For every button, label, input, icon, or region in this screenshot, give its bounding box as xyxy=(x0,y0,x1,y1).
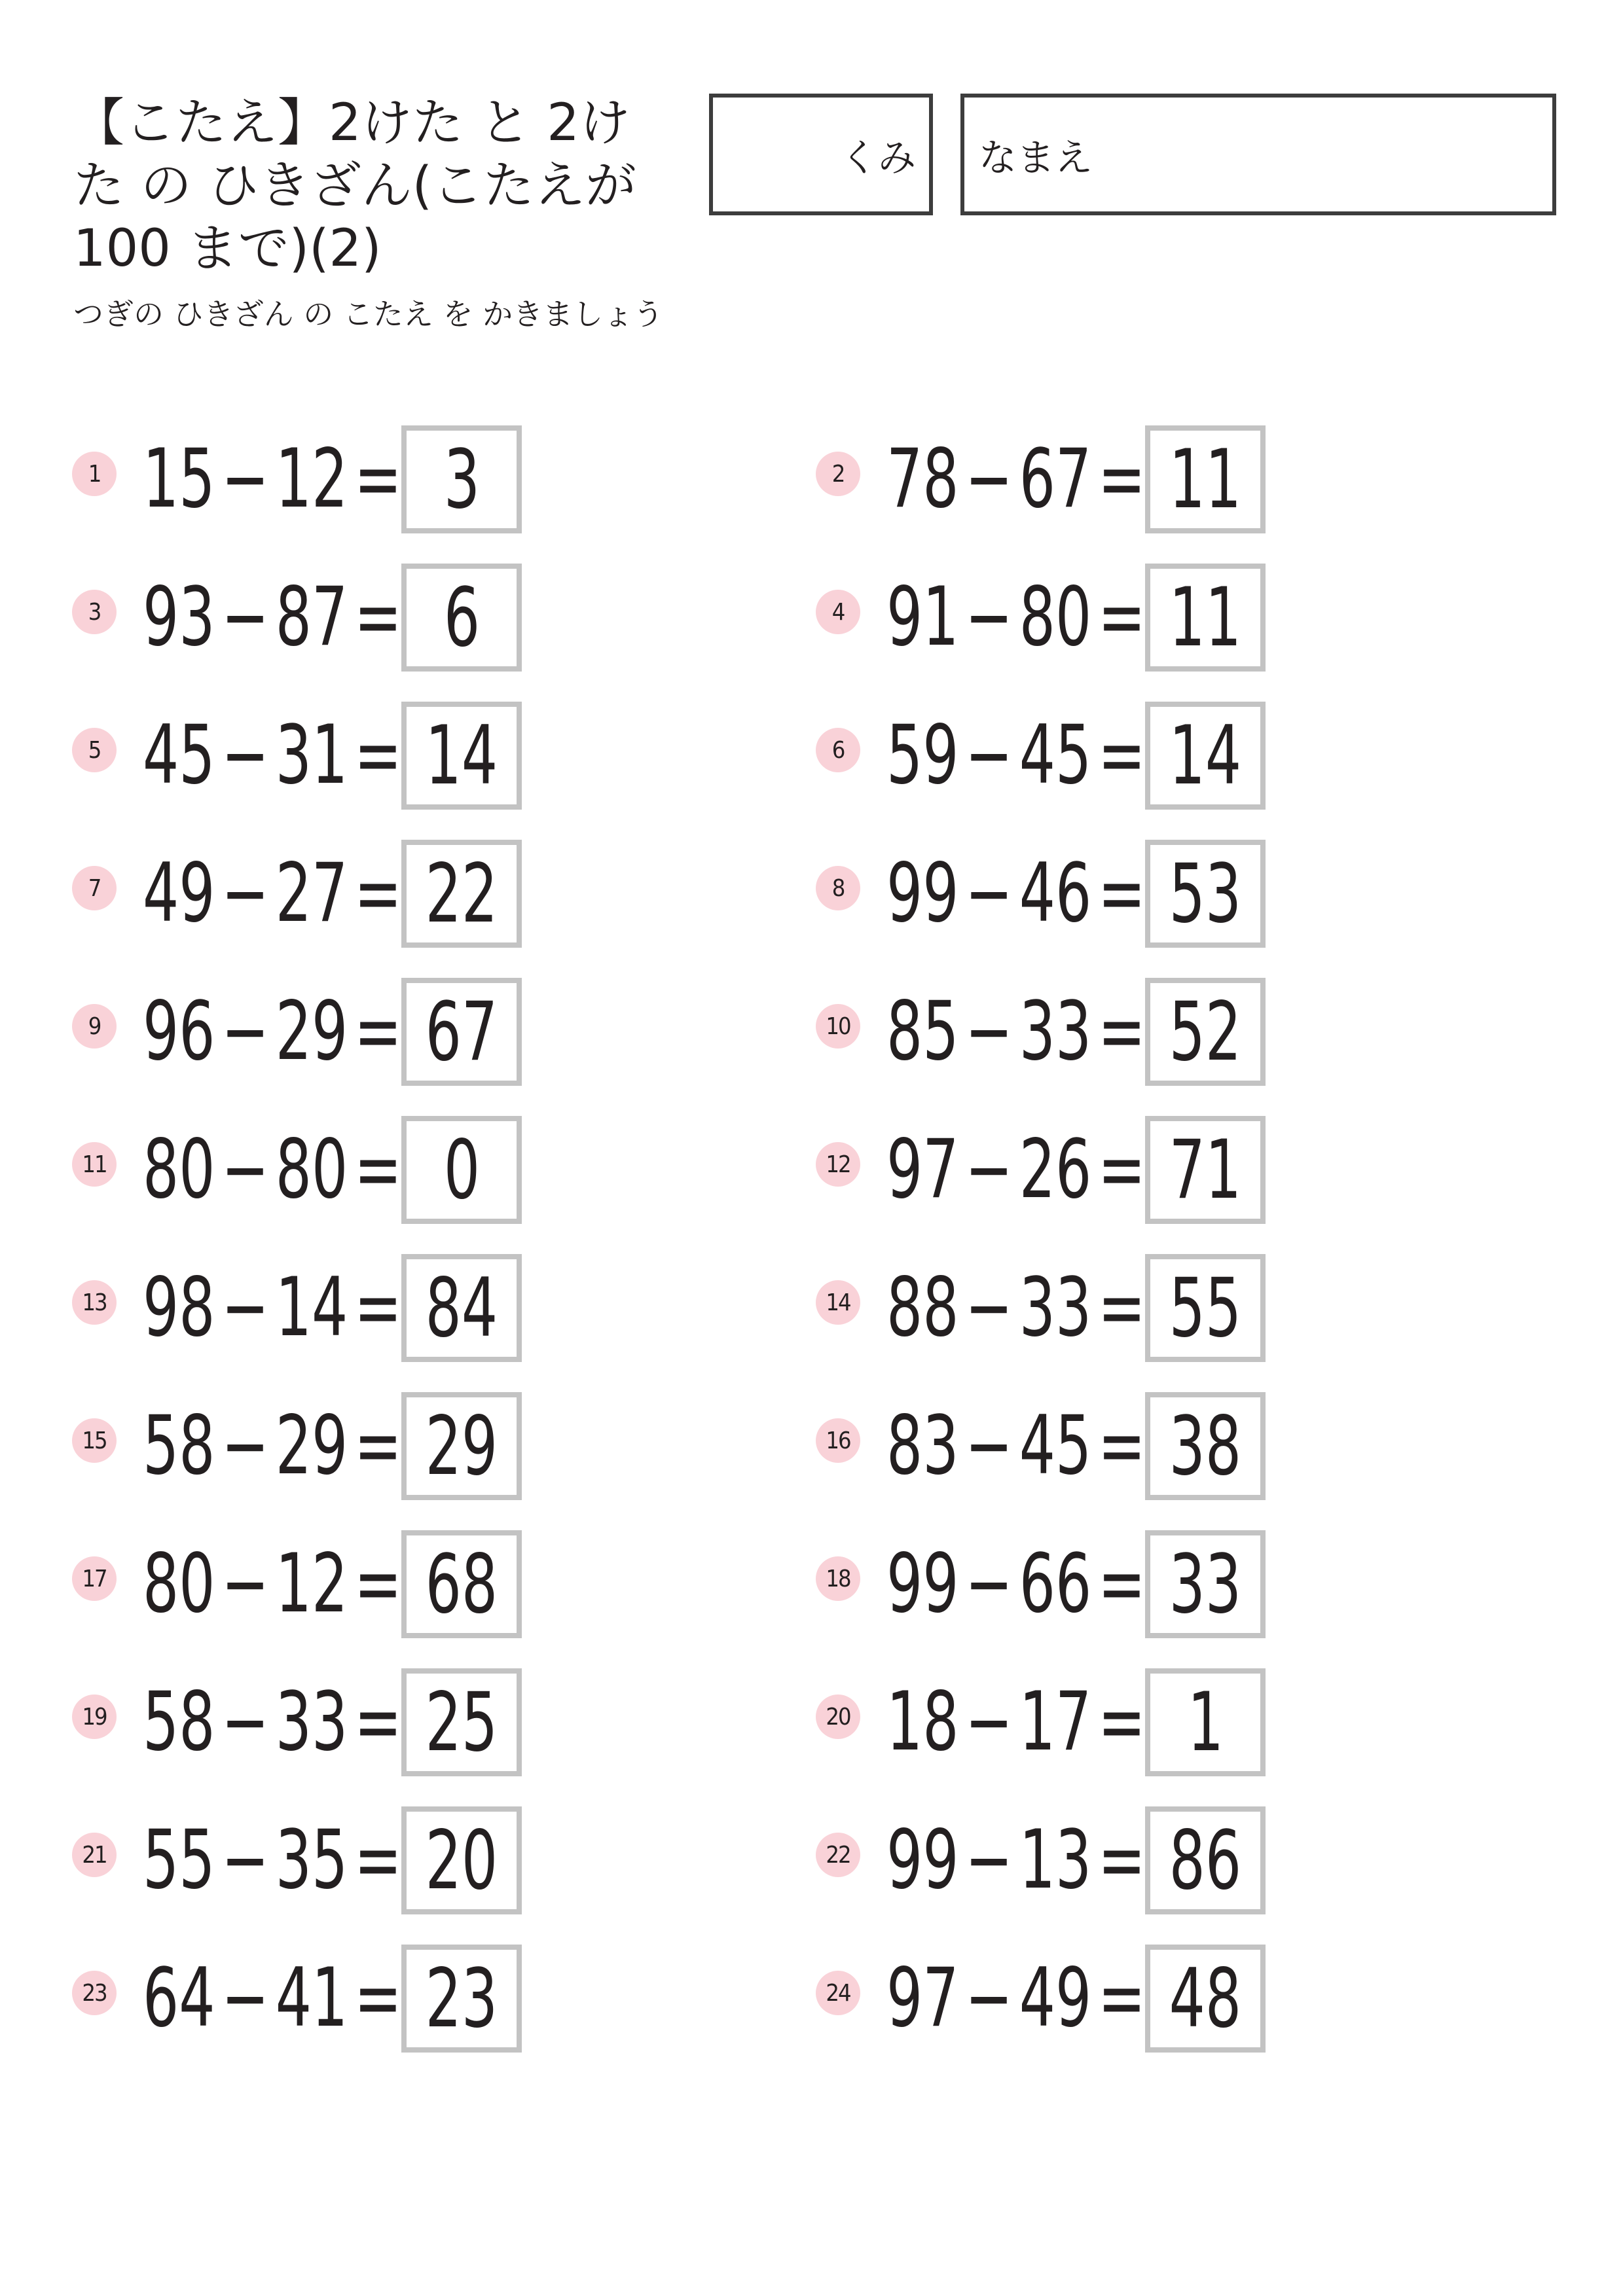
minus-sign: − xyxy=(965,570,1013,664)
equals-sign: = xyxy=(1098,1675,1146,1769)
subtraction-expression xyxy=(143,1255,402,1360)
minus-sign: − xyxy=(221,1261,269,1355)
problem-item xyxy=(816,702,1274,813)
equals-sign: = xyxy=(354,1537,402,1631)
answer-box[interactable] xyxy=(401,978,522,1086)
answer-value: 68 xyxy=(425,1537,498,1632)
minuend: 55 xyxy=(143,1813,215,1907)
answer-box[interactable] xyxy=(401,1392,522,1500)
subtrahend: 27 xyxy=(275,846,348,941)
answer-value: 23 xyxy=(425,1951,498,2046)
subtraction-expression xyxy=(143,1117,402,1222)
answer-box[interactable] xyxy=(1145,840,1266,948)
answer-box[interactable] xyxy=(401,1945,522,2053)
answer-value: 38 xyxy=(1169,1399,1242,1494)
problem-number-badge: 14 xyxy=(816,1280,860,1325)
subtrahend: 13 xyxy=(1019,1813,1092,1907)
equals-sign: = xyxy=(354,1951,402,2045)
problem-number-badge: 10 xyxy=(816,1004,860,1049)
answer-value: 53 xyxy=(1169,846,1242,941)
equals-sign: = xyxy=(1098,432,1146,526)
answer-box[interactable] xyxy=(1145,1116,1266,1224)
minus-sign: − xyxy=(965,984,1013,1079)
answer-value: 22 xyxy=(425,846,498,941)
answer-value: 14 xyxy=(425,708,498,803)
instruction-text: つぎの ひきざん の こたえ を かきましょう xyxy=(73,296,664,332)
problem-item xyxy=(72,1254,530,1365)
subtraction-expression xyxy=(143,1393,402,1498)
minus-sign: − xyxy=(965,1813,1013,1907)
answer-value: 29 xyxy=(425,1399,498,1494)
subtraction-expression xyxy=(143,427,402,531)
equals-sign: = xyxy=(354,1261,402,1355)
subtrahend: 46 xyxy=(1019,846,1092,941)
problem-number-badge: 4 xyxy=(816,590,860,634)
minus-sign: − xyxy=(965,708,1013,802)
minuend: 58 xyxy=(143,1675,215,1769)
minuend: 97 xyxy=(886,1122,959,1217)
minuend: 96 xyxy=(143,984,215,1079)
answer-box[interactable] xyxy=(401,564,522,672)
minus-sign: − xyxy=(965,1537,1013,1631)
subtrahend: 26 xyxy=(1019,1122,1092,1217)
minus-sign: − xyxy=(221,846,269,941)
problem-item xyxy=(816,978,1274,1089)
minus-sign: − xyxy=(965,432,1013,526)
subtraction-expression xyxy=(143,1808,402,1912)
subtrahend: 80 xyxy=(1019,570,1092,664)
answer-box[interactable] xyxy=(1145,1806,1266,1914)
minus-sign: − xyxy=(965,1261,1013,1355)
answer-value: 0 xyxy=(443,1122,480,1217)
answer-box[interactable] xyxy=(401,1530,522,1638)
minuend: 15 xyxy=(143,432,215,526)
subtrahend: 17 xyxy=(1019,1675,1092,1769)
subtrahend: 12 xyxy=(275,1537,348,1631)
answer-value: 3 xyxy=(443,432,480,527)
minus-sign: − xyxy=(965,1122,1013,1217)
minuend: 99 xyxy=(886,1537,959,1631)
subtrahend: 33 xyxy=(1019,984,1092,1079)
problem-number-badge: 1 xyxy=(72,452,117,496)
subtrahend: 29 xyxy=(275,984,348,1079)
answer-value: 67 xyxy=(425,984,498,1079)
minuend: 99 xyxy=(886,1813,959,1907)
subtrahend: 66 xyxy=(1019,1537,1092,1631)
subtrahend: 80 xyxy=(275,1122,348,1217)
problem-number-badge: 5 xyxy=(72,728,117,772)
worksheet-title: 【こたえ】2けた と 2けた の ひきざん(こたえが 100 まで)(2) xyxy=(73,94,637,278)
equals-sign: = xyxy=(354,1813,402,1907)
subtraction-expression xyxy=(143,979,402,1084)
answer-box[interactable] xyxy=(401,840,522,948)
minuend: 45 xyxy=(143,708,215,802)
problem-item xyxy=(816,1254,1274,1365)
problem-number-badge: 7 xyxy=(72,866,117,910)
problem-number-badge: 23 xyxy=(72,1971,117,2015)
minuend: 88 xyxy=(886,1261,959,1355)
minuend: 83 xyxy=(886,1399,959,1493)
subtraction-expression xyxy=(143,841,402,946)
problem-number-badge: 21 xyxy=(72,1833,117,1877)
subtraction-expression xyxy=(886,1393,1146,1498)
minuend: 49 xyxy=(143,846,215,941)
subtraction-expression xyxy=(886,565,1146,670)
problem-item xyxy=(72,1116,530,1227)
minuend: 78 xyxy=(886,432,959,526)
answer-box[interactable] xyxy=(1145,425,1266,533)
answer-value: 84 xyxy=(425,1261,498,1355)
subtraction-expression xyxy=(143,1670,402,1774)
subtraction-expression xyxy=(143,703,402,808)
minus-sign: − xyxy=(221,984,269,1079)
minuend: 97 xyxy=(886,1951,959,2045)
answer-value: 11 xyxy=(1169,432,1242,527)
answer-value: 52 xyxy=(1169,984,1242,1079)
minuend: 58 xyxy=(143,1399,215,1493)
answer-value: 14 xyxy=(1169,708,1242,803)
answer-value: 6 xyxy=(443,570,480,665)
answer-box[interactable] xyxy=(1145,1945,1266,2053)
equals-sign: = xyxy=(354,708,402,802)
answer-box[interactable] xyxy=(1145,1530,1266,1638)
equals-sign: = xyxy=(354,432,402,526)
problem-item xyxy=(72,1530,530,1641)
problem-item xyxy=(816,1392,1274,1503)
equals-sign: = xyxy=(1098,1261,1146,1355)
answer-box[interactable] xyxy=(401,1116,522,1224)
subtrahend: 14 xyxy=(275,1261,348,1355)
minuend: 93 xyxy=(143,570,215,664)
equals-sign: = xyxy=(1098,984,1146,1079)
subtraction-expression xyxy=(886,1117,1146,1222)
problem-number-badge: 13 xyxy=(72,1280,117,1325)
problem-number-badge: 11 xyxy=(72,1142,117,1187)
class-field[interactable] xyxy=(709,94,933,215)
subtrahend: 67 xyxy=(1019,432,1092,526)
answer-box[interactable] xyxy=(401,1254,522,1362)
problem-number-badge: 3 xyxy=(72,590,117,634)
answer-value: 25 xyxy=(425,1675,498,1770)
minus-sign: − xyxy=(221,1675,269,1769)
equals-sign: = xyxy=(354,984,402,1079)
subtraction-expression xyxy=(886,1670,1146,1774)
answer-box[interactable] xyxy=(401,1806,522,1914)
minuend: 80 xyxy=(143,1537,215,1631)
problem-item xyxy=(816,564,1274,675)
problem-item xyxy=(72,1668,530,1780)
problem-number-badge: 6 xyxy=(816,728,860,772)
class-label: くみ xyxy=(839,135,916,180)
subtraction-expression xyxy=(886,979,1146,1084)
answer-value: 11 xyxy=(1169,570,1242,665)
minus-sign: − xyxy=(221,1951,269,2045)
answer-value: 33 xyxy=(1169,1537,1242,1632)
problem-number-badge: 9 xyxy=(72,1004,117,1049)
subtraction-expression xyxy=(143,1532,402,1636)
subtrahend: 29 xyxy=(275,1399,348,1493)
subtraction-expression xyxy=(886,427,1146,531)
minus-sign: − xyxy=(221,1813,269,1907)
equals-sign: = xyxy=(1098,1122,1146,1217)
answer-box[interactable] xyxy=(401,425,522,533)
subtrahend: 31 xyxy=(275,708,348,802)
minus-sign: − xyxy=(221,1537,269,1631)
minus-sign: − xyxy=(221,708,269,802)
equals-sign: = xyxy=(1098,1813,1146,1907)
answer-value: 1 xyxy=(1187,1675,1224,1770)
minuend: 98 xyxy=(143,1261,215,1355)
minuend: 91 xyxy=(886,570,959,664)
answer-value: 71 xyxy=(1169,1122,1242,1217)
equals-sign: = xyxy=(1098,1399,1146,1493)
answer-box[interactable] xyxy=(1145,1392,1266,1500)
subtrahend: 45 xyxy=(1019,1399,1092,1493)
subtrahend: 12 xyxy=(275,432,348,526)
problem-item xyxy=(816,425,1274,537)
problem-item xyxy=(72,1392,530,1503)
minuend: 59 xyxy=(886,708,959,802)
subtrahend: 35 xyxy=(275,1813,348,1907)
subtrahend: 49 xyxy=(1019,1951,1092,2045)
answer-box[interactable] xyxy=(1145,1668,1266,1776)
problem-number-badge: 18 xyxy=(816,1556,860,1601)
subtraction-expression xyxy=(886,1808,1146,1912)
minuend: 85 xyxy=(886,984,959,1079)
name-field[interactable] xyxy=(960,94,1556,215)
problem-number-badge: 24 xyxy=(816,1971,860,2015)
problem-item xyxy=(72,564,530,675)
answer-box[interactable] xyxy=(1145,564,1266,672)
problem-item xyxy=(72,1945,530,2056)
problem-item xyxy=(816,1530,1274,1641)
problem-number-badge: 2 xyxy=(816,452,860,496)
minuend: 80 xyxy=(143,1122,215,1217)
problem-item xyxy=(72,425,530,537)
subtraction-expression xyxy=(886,703,1146,808)
subtraction-expression xyxy=(143,565,402,670)
problem-item xyxy=(816,1806,1274,1918)
minuend: 64 xyxy=(143,1951,215,2045)
subtrahend: 41 xyxy=(275,1951,348,2045)
problem-number-badge: 20 xyxy=(816,1695,860,1739)
problem-number-badge: 16 xyxy=(816,1418,860,1463)
problem-item xyxy=(72,840,530,951)
name-label: なまえ xyxy=(979,135,1093,180)
minus-sign: − xyxy=(965,1675,1013,1769)
equals-sign: = xyxy=(1098,1537,1146,1631)
equals-sign: = xyxy=(1098,708,1146,802)
equals-sign: = xyxy=(1098,846,1146,941)
subtraction-expression xyxy=(143,1946,402,2051)
problem-item xyxy=(816,1945,1274,2056)
equals-sign: = xyxy=(354,570,402,664)
minus-sign: − xyxy=(221,1399,269,1493)
answer-value: 20 xyxy=(425,1813,498,1908)
answer-value: 86 xyxy=(1169,1813,1242,1908)
equals-sign: = xyxy=(354,1122,402,1217)
problem-item xyxy=(816,840,1274,951)
problem-item xyxy=(72,1806,530,1918)
problem-item xyxy=(816,1668,1274,1780)
subtrahend: 45 xyxy=(1019,708,1092,802)
equals-sign: = xyxy=(354,1399,402,1493)
subtraction-expression xyxy=(886,1532,1146,1636)
answer-box[interactable] xyxy=(1145,978,1266,1086)
minus-sign: − xyxy=(221,570,269,664)
problem-item xyxy=(816,1116,1274,1227)
equals-sign: = xyxy=(354,1675,402,1769)
subtrahend: 87 xyxy=(275,570,348,664)
minus-sign: − xyxy=(221,1122,269,1217)
subtrahend: 33 xyxy=(1019,1261,1092,1355)
minuend: 99 xyxy=(886,846,959,941)
problem-number-badge: 19 xyxy=(72,1695,117,1739)
answer-box[interactable] xyxy=(401,1668,522,1776)
subtraction-expression xyxy=(886,1255,1146,1360)
equals-sign: = xyxy=(1098,570,1146,664)
problem-number-badge: 22 xyxy=(816,1833,860,1877)
answer-box[interactable] xyxy=(1145,1254,1266,1362)
equals-sign: = xyxy=(354,846,402,941)
minuend: 18 xyxy=(886,1675,959,1769)
subtraction-expression xyxy=(886,1946,1146,2051)
problem-number-badge: 8 xyxy=(816,866,860,910)
minus-sign: − xyxy=(965,1399,1013,1493)
equals-sign: = xyxy=(1098,1951,1146,2045)
minus-sign: − xyxy=(965,1951,1013,2045)
answer-box[interactable] xyxy=(401,702,522,810)
problem-item xyxy=(72,978,530,1089)
problem-number-badge: 12 xyxy=(816,1142,860,1187)
answer-box[interactable] xyxy=(1145,702,1266,810)
answer-value: 55 xyxy=(1169,1261,1242,1355)
problem-number-badge: 17 xyxy=(72,1556,117,1601)
minus-sign: − xyxy=(965,846,1013,941)
answer-value: 48 xyxy=(1169,1951,1242,2046)
problem-item xyxy=(72,702,530,813)
subtraction-expression xyxy=(886,841,1146,946)
minus-sign: − xyxy=(221,432,269,526)
problem-number-badge: 15 xyxy=(72,1418,117,1463)
subtrahend: 33 xyxy=(275,1675,348,1769)
